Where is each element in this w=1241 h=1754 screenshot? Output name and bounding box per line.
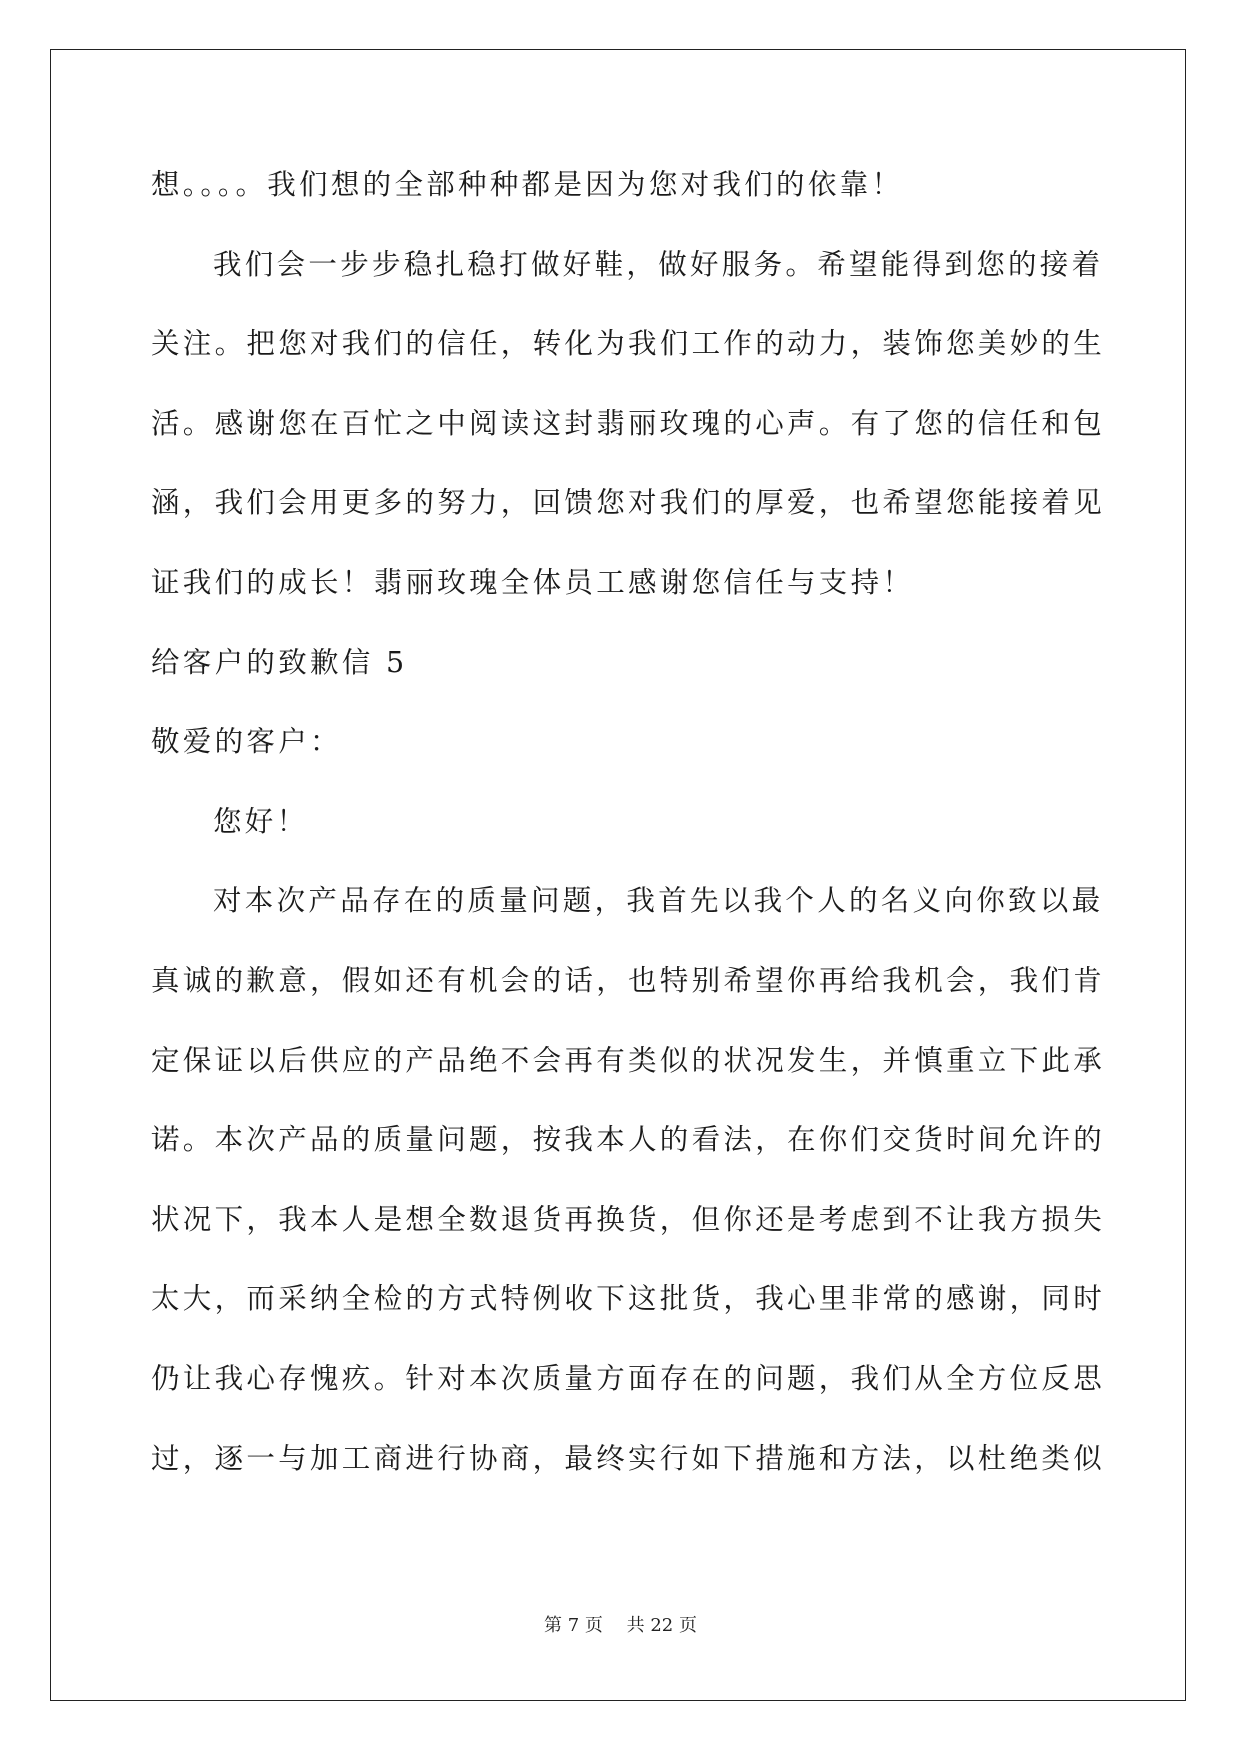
paragraph-line: 诺。本次产品的质量问题，按我本人的看法，在你们交货时间允许的: [151, 1123, 1106, 1157]
paragraph-line: 状况下，我本人是想全数退货再换货，但你还是考虑到不让我方损失: [151, 1202, 1106, 1236]
paragraph-line: 我们会一步步稳扎稳打做好鞋，做好服务。希望能得到您的接着: [213, 247, 1104, 281]
paragraph-line: 想。。。。我们想的全部种种都是因为您对我们的依靠！: [151, 168, 904, 201]
paragraph-line: 真诚的歉意，假如还有机会的话，也特别希望你再给我机会，我们肯: [151, 963, 1106, 997]
paragraph-line: 关注。把您对我们的信任，转化为我们工作的动力，装饰您美妙的生: [151, 327, 1106, 361]
paragraph-line: 涵，我们会用更多的努力，回馈您对我们的厚爱，也希望您能接着见: [151, 486, 1106, 520]
paragraph-line: 仍让我心存愧疚。针对本次质量方面存在的问题，我们从全方位反思: [151, 1361, 1106, 1395]
paragraph-line: 太大，而采纳全检的方式特例收下这批货，我心里非常的感谢，同时: [151, 1282, 1106, 1316]
greeting: 您好！: [213, 804, 309, 838]
paragraph-line: 定保证以后供应的产品绝不会再有类似的状况发生，并慎重立下此承: [151, 1043, 1106, 1077]
paragraph-line: 对本次产品存在的质量问题，我首先以我个人的名义向你致以最: [213, 884, 1104, 918]
section-heading: 给客户的致歉信 5: [151, 645, 408, 679]
page-footer: 第 7 页 共 22 页: [544, 1615, 697, 1636]
salutation: 敬爱的客户：: [151, 725, 342, 759]
paragraph-line: 证我们的成长！翡丽玫瑰全体员工感谢您信任与支持！: [151, 565, 915, 599]
paragraph-line: 活。感谢您在百忙之中阅读这封翡丽玫瑰的心声。有了您的信任和包: [151, 406, 1106, 440]
document-body: [151, 165, 1106, 1518]
paragraph-line: 过，逐一与加工商进行协商，最终实行如下措施和方法，以杜绝类似: [151, 1441, 1106, 1475]
